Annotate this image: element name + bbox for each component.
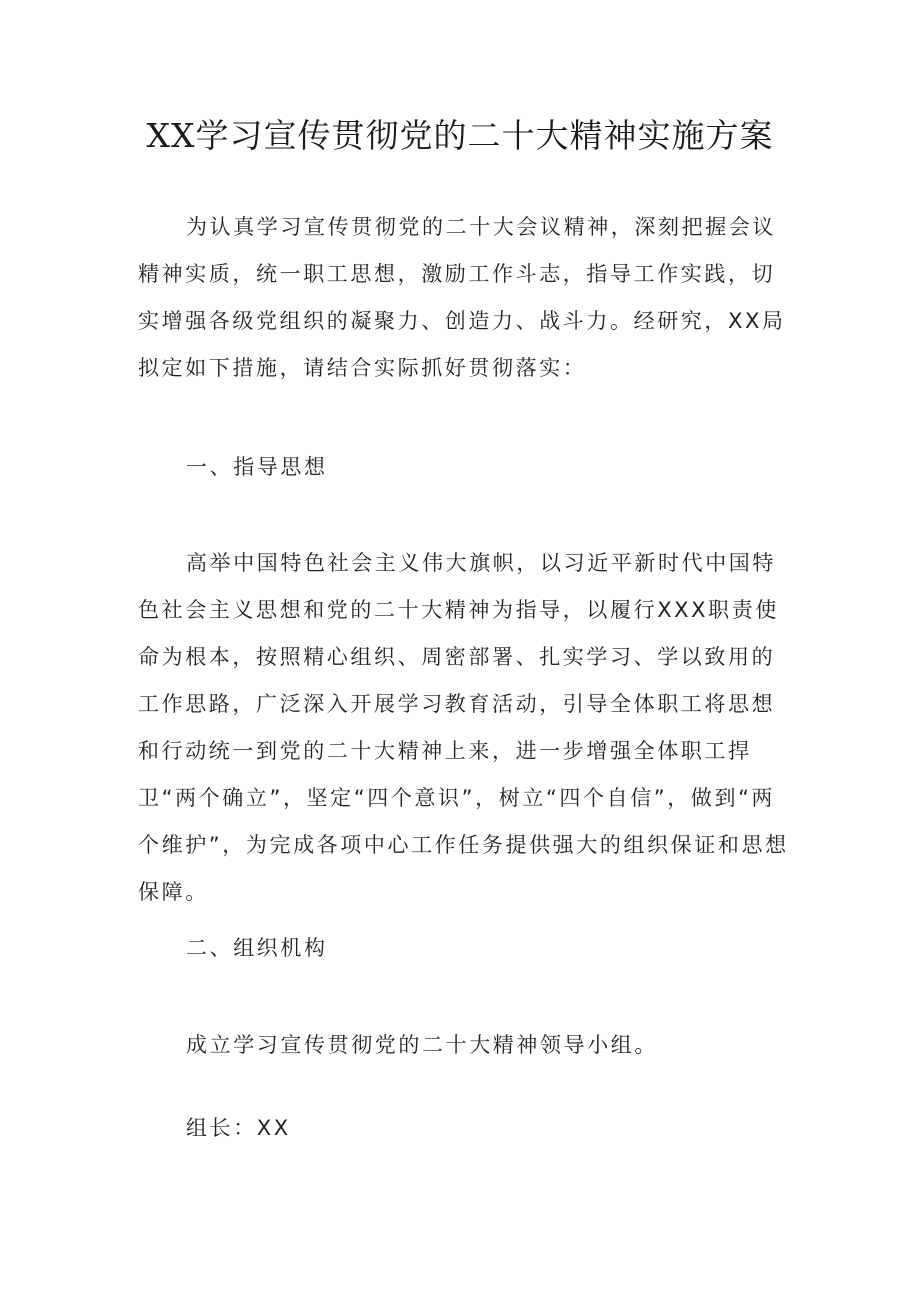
organization-paragraph: 成立学习宣传贯彻党的二十大精神领导小组。: [186, 1033, 658, 1057]
guiding-ideology-paragraph: 高举中国特色社会主义伟大旗帜，以习近平新时代中国特色社会主义思想和党的二十大精神为指导，以履行XXX职责使命为根本，按照精心组织、周密部署、扎实学习、学以致用的工作思路，广泛深入开展学习教育活动，引导全体职工将思想和行动统一到党的二十大精神上来，进一步增强全体职工捍卫“两个确立”，坚定“四个意识”，树立“四个自信”，做到“两个维护”，为完成各项中心工作任务提供强大的组织保证和思想保障。: [138, 551, 789, 904]
section-heading-organization: 二、组织机构: [186, 936, 328, 960]
document-title: XX学习宣传贯彻党的二十大精神实施方案: [146, 116, 774, 155]
group-leader-line: 组长：XX: [186, 1116, 291, 1140]
section-heading-guiding-ideology: 一、指导思想: [186, 455, 328, 479]
intro-paragraph: 为认真学习宣传贯彻党的二十大会议精神，深刻把握会议精神实质，统一职工思想，激励工作斗志，指导工作实践，切实增强各级党组织的凝聚力、创造力、战斗力。经研究，XX局拟定如下措施，请结合实际抓好贯彻落实：: [138, 215, 786, 380]
